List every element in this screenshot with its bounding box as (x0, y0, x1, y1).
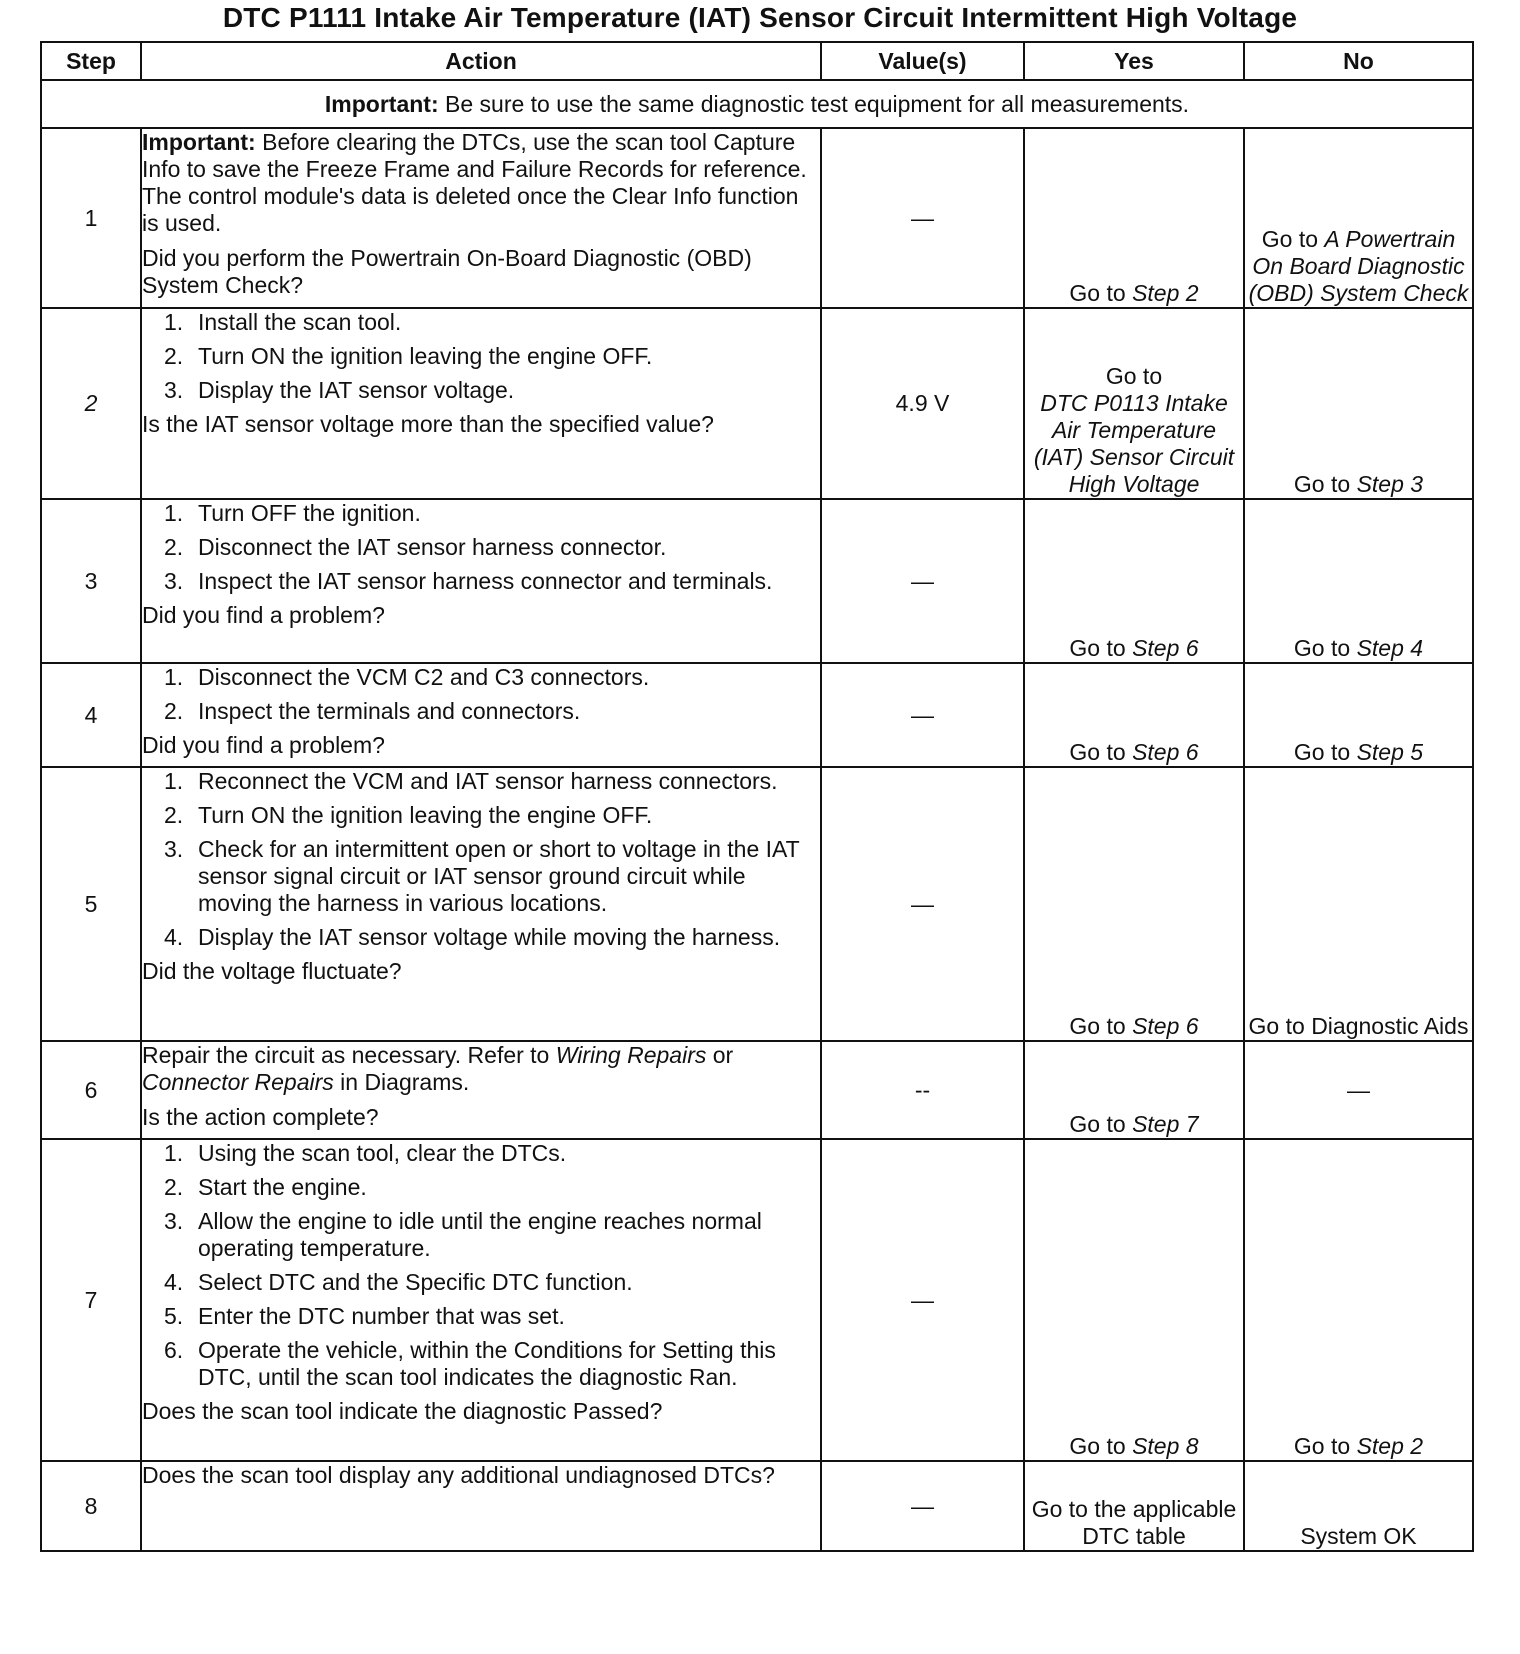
action-cell (141, 1041, 821, 1139)
step-target: 6 (1185, 739, 1199, 765)
yes-cell (1024, 767, 1244, 1041)
step-target: 8 (1185, 1433, 1199, 1459)
value-cell: — (821, 1139, 1024, 1461)
step-row-3 (41, 499, 1473, 663)
action-item: 4. Display the IAT sensor voltage while moving the harness. (164, 924, 781, 950)
yes-cell (1024, 308, 1244, 499)
action-question: Did the voltage fluctuate? (142, 958, 402, 984)
step-link[interactable] (1357, 635, 1424, 661)
step-number: 4 (41, 663, 141, 767)
important-label: Important: (142, 129, 256, 155)
step-row-6 (41, 1041, 1473, 1139)
step-link[interactable] (1132, 1111, 1199, 1137)
action-list (142, 500, 820, 595)
action-list (142, 1140, 820, 1391)
no-cell (1244, 663, 1473, 767)
action-item: 1. Using the scan tool, clear the DTCs. (164, 1140, 567, 1166)
step-link[interactable] (1132, 1433, 1199, 1459)
action-item: 3. Allow the engine to idle until the engine reaches normal operating temperature. (164, 1208, 762, 1261)
step-row-2 (41, 308, 1473, 499)
action-question: Is the action complete? (142, 1104, 379, 1130)
document-title: DTC P1111 Intake Air Temperature (IAT) Sensor Circuit Intermittent High Voltage (222, 2, 1298, 33)
header-action: Action (141, 42, 821, 80)
action-question: Does the scan tool display any additional undiagnosed DTCs? (142, 1462, 775, 1488)
action-list (142, 768, 820, 951)
action-text: Repair the circuit as necessary. Refer to Wiring Repairs or Connector Repairs in Diagrams. (142, 1042, 734, 1095)
step-target: 6 (1185, 635, 1199, 661)
no-cell (1244, 1139, 1473, 1461)
go-to-text: Go to (1293, 471, 1357, 497)
action-list (142, 664, 820, 725)
step-target: 7 (1185, 1111, 1199, 1137)
action-item: 6. Operate the vehicle, within the Conditions for Setting this DTC, until the scan tool indicates the diagnostic Ran. (164, 1337, 776, 1390)
connector-repairs-link[interactable]: Connector Repairs (142, 1069, 334, 1095)
value-cell: — (821, 1461, 1024, 1551)
yes-cell (1024, 1041, 1244, 1139)
important-label: Important: (324, 90, 439, 117)
important-text: Be sure to use the same diagnostic test equipment for all measurements. (438, 90, 1190, 117)
step-number: 2 (41, 308, 141, 499)
step-word: Step (1356, 739, 1411, 765)
dtc-table-link[interactable]: Go to the applicable DTC table (1031, 1496, 1237, 1549)
value-cell: — (821, 767, 1024, 1041)
step-number: 6 (41, 1041, 141, 1139)
diagnostic-aids-link[interactable]: Go to Diagnostic Aids (1248, 1013, 1469, 1039)
no-cell: System OK (1244, 1461, 1473, 1551)
step-target: 6 (1185, 1013, 1199, 1039)
header-row (41, 42, 1473, 80)
step-link[interactable] (1357, 471, 1424, 497)
value-cell: 4.9 V (821, 308, 1024, 499)
go-to-text: Go to (1069, 635, 1133, 661)
step-number: 1 (41, 128, 141, 308)
yes-cell (1024, 1461, 1244, 1551)
step-link[interactable] (1132, 1013, 1199, 1039)
action-item: 1. Reconnect the VCM and IAT sensor harness connectors. (164, 768, 778, 794)
action-item: 3. Display the IAT sensor voltage. (164, 377, 515, 403)
step-word: Step (1356, 635, 1411, 661)
obd-check-link[interactable]: A Powertrain On Board Diagnostic (OBD) System Check (1248, 226, 1469, 306)
step-word: Step (1132, 635, 1186, 661)
action-list (142, 309, 820, 404)
action-item: 1. Install the scan tool. (164, 309, 402, 335)
step-link[interactable] (1132, 739, 1199, 765)
step-row-8 (41, 1461, 1473, 1551)
go-to-text: Go to (1293, 1433, 1357, 1459)
step-link[interactable] (1132, 280, 1199, 306)
yes-cell (1024, 1139, 1244, 1461)
action-item: 2. Turn ON the ignition leaving the engine OFF. (164, 343, 653, 369)
header-yes: Yes (1024, 42, 1244, 80)
step-target: 5 (1410, 739, 1424, 765)
action-item: 4. Select DTC and the Specific DTC function. (164, 1269, 633, 1295)
important-text: Before clearing the DTCs, use the scan tool Capture Info to save the Freeze Frame and Failure Records for reference. The control module's data is deleted once the Clear Info function is used. (142, 129, 807, 236)
go-to-text: Go to (1069, 280, 1133, 306)
value-cell: — (821, 663, 1024, 767)
step-target: 4 (1410, 635, 1424, 661)
action-cell (141, 128, 821, 308)
action-cell (141, 1461, 821, 1551)
header-no: No (1244, 42, 1473, 80)
step-word: Step (1356, 471, 1411, 497)
step-number: 3 (41, 499, 141, 663)
no-cell (1244, 128, 1473, 308)
action-cell (141, 499, 821, 663)
action-cell (141, 1139, 821, 1461)
important-note-row (41, 80, 1473, 128)
action-item: 2. Inspect the terminals and connectors. (164, 698, 581, 724)
step-word: Step (1132, 1433, 1186, 1459)
go-to-text: Go to (1293, 635, 1357, 661)
header-values: Value(s) (821, 42, 1024, 80)
step-link[interactable] (1357, 739, 1424, 765)
go-to-text: Go to (1069, 739, 1133, 765)
go-to-text: Go to (1261, 226, 1325, 252)
step-target: 2 (1185, 280, 1199, 306)
action-question: Does the scan tool indicate the diagnostic Passed? (142, 1398, 663, 1424)
value-cell: — (821, 499, 1024, 663)
step-word: Step (1132, 1013, 1186, 1039)
value-cell: — (821, 128, 1024, 308)
action-item: 2. Start the engine. (164, 1174, 367, 1200)
step-number: 8 (41, 1461, 141, 1551)
action-cell (141, 663, 821, 767)
diagnostic-table (40, 41, 1474, 1552)
go-to-text: Go to (1293, 739, 1357, 765)
action-cell (141, 308, 821, 499)
step-word: Step (1132, 280, 1186, 306)
step-target: 2 (1410, 1433, 1424, 1459)
step-number: 7 (41, 1139, 141, 1461)
step-word: Step (1132, 1111, 1186, 1137)
action-cell (141, 767, 821, 1041)
step-target: 3 (1410, 471, 1424, 497)
yes-cell (1024, 499, 1244, 663)
wiring-repairs-link[interactable]: Wiring Repairs (555, 1042, 707, 1068)
no-cell (1244, 308, 1473, 499)
action-question: Did you find a problem? (142, 732, 385, 758)
dtc-p0113-link[interactable]: DTC P0113 Intake Air Temperature (IAT) Sensor Circuit High Voltage (1033, 390, 1235, 497)
step-row-1 (41, 128, 1473, 308)
action-question: Did you find a problem? (142, 602, 385, 628)
go-to-text: Go to (1105, 363, 1163, 389)
step-word: Step (1132, 739, 1186, 765)
no-cell (1244, 767, 1473, 1041)
step-row-5 (41, 767, 1473, 1041)
action-item: 2. Turn ON the ignition leaving the engine OFF. (164, 802, 653, 828)
action-question: Is the IAT sensor voltage more than the specified value? (142, 411, 714, 437)
step-row-7 (41, 1139, 1473, 1461)
action-item: 5. Enter the DTC number that was set. (164, 1303, 565, 1329)
step-word: Step (1356, 1433, 1411, 1459)
action-item: 3. Inspect the IAT sensor harness connector and terminals. (164, 568, 773, 594)
header-step: Step (41, 42, 141, 80)
yes-cell (1024, 663, 1244, 767)
action-item: 3. Check for an intermittent open or short to voltage in the IAT sensor signal circuit or IAT sensor ground circuit while moving the harness in various locations. (164, 836, 800, 916)
go-to-text: Go to (1069, 1433, 1133, 1459)
step-number: 5 (41, 767, 141, 1041)
action-item: 2. Disconnect the IAT sensor harness connector. (164, 534, 667, 560)
action-item: 1. Turn OFF the ignition. (164, 500, 421, 526)
go-to-text: Go to (1069, 1013, 1133, 1039)
yes-cell (1024, 128, 1244, 308)
go-to-text: Go to (1069, 1111, 1133, 1137)
step-row-4 (41, 663, 1473, 767)
value-cell: -- (821, 1041, 1024, 1139)
action-item: 1. Disconnect the VCM C2 and C3 connectors. (164, 664, 650, 690)
action-important (142, 129, 820, 237)
no-cell: — (1244, 1041, 1473, 1139)
step-link[interactable] (1357, 1433, 1424, 1459)
action-question: Did you perform the Powertrain On-Board Diagnostic (OBD) System Check? (142, 245, 752, 298)
no-cell (1244, 499, 1473, 663)
step-link[interactable] (1132, 635, 1199, 661)
important-note (41, 80, 1473, 128)
